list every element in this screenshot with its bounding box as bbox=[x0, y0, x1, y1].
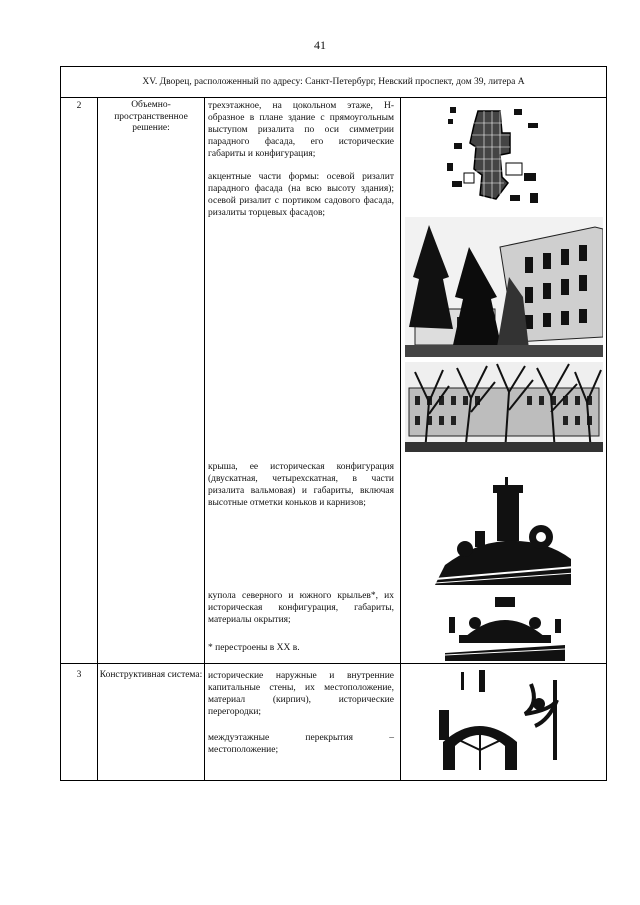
row-label: Объемно-пространственное решение: bbox=[114, 100, 188, 133]
row-description bbox=[208, 171, 394, 219]
heritage-table bbox=[60, 66, 607, 781]
courtyard-facade-photo bbox=[405, 217, 603, 357]
row-description bbox=[208, 642, 394, 654]
table-header: XV. Дворец, расположенный по адресу: Санкт-Петербург, Невский проспект, дом 39, литера А bbox=[61, 67, 606, 98]
column-divider bbox=[204, 97, 205, 780]
row-description bbox=[208, 590, 394, 626]
paragraph: трехэтажное, на цокольном этаже, Н-образное в плане здание с прямоугольным выступом ризалита по оси симметрии парадного фасада, его исторические габариты и конфигурация; bbox=[208, 101, 394, 159]
paragraph: крыша, ее историческая конфигурация (двускатная, четырехскатная, в части ризалита вальмовая) и габариты, включая высотные отметки коньков и карнизов; bbox=[208, 462, 394, 508]
row-divider bbox=[61, 663, 606, 664]
row-description bbox=[208, 100, 394, 160]
paragraph: акцентные части формы: осевой ризалит парадного фасада (на всю высоту здания); осевой ризалит с портиком садового фасада, ризалиты торцевых фасадов; bbox=[208, 172, 394, 218]
site-plan-image bbox=[444, 103, 544, 211]
row-description bbox=[208, 670, 394, 718]
structure-interior-photo bbox=[439, 670, 577, 770]
paragraph: исторические наружные и внутренние капитальные стены, их местоположение, материал (кирпич), исторические перегородки; bbox=[208, 671, 394, 717]
footnote: * перестроены в XX в. bbox=[208, 643, 300, 653]
paragraph: купола северного и южного крыльев*, их историческая конфигурация, габариты, материалы окрытия; bbox=[208, 591, 394, 625]
column-divider bbox=[400, 97, 401, 780]
park-facade-photo bbox=[405, 362, 603, 452]
dome-photo bbox=[445, 597, 565, 661]
row-description bbox=[208, 461, 394, 509]
row-number: 3 bbox=[76, 670, 82, 680]
row-label: Конструктивная система: bbox=[99, 670, 203, 680]
roof-chimney-photo bbox=[435, 475, 575, 585]
row-number: 2 bbox=[76, 101, 82, 111]
paragraph: междуэтажные перекрытия – местоположение; bbox=[208, 733, 394, 755]
row-description bbox=[208, 732, 394, 756]
page-number: 41 bbox=[314, 38, 326, 52]
